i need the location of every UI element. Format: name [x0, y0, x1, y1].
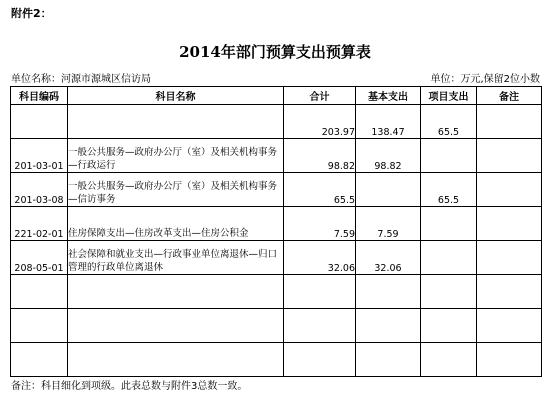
- table-row: [11, 309, 542, 343]
- cell-basic: [356, 173, 421, 207]
- cell-name: 一般公共服务—政府办公厅（室）及相关机构事务—信访事务: [68, 173, 284, 207]
- budget-table: [10, 86, 542, 377]
- cell-remark: [477, 139, 542, 173]
- table-row: [11, 275, 542, 309]
- unit-name: 单位名称：河源市源城区信访局: [11, 74, 151, 85]
- cell-total: [284, 275, 356, 309]
- cell-total: 98.82: [284, 139, 356, 173]
- cell-code: [11, 105, 68, 139]
- cell-code: [11, 309, 68, 343]
- cell-name: [68, 309, 284, 343]
- cell-basic: [356, 309, 421, 343]
- cell-basic: [356, 343, 421, 377]
- cell-remark: [477, 275, 542, 309]
- table-row: [11, 241, 542, 275]
- cell-basic: 138.47: [356, 105, 421, 139]
- cell-total: 203.97: [284, 105, 356, 139]
- header-basic: 基本支出: [356, 87, 421, 105]
- cell-remark: [477, 309, 542, 343]
- cell-remark: [477, 173, 542, 207]
- cell-project: [421, 309, 477, 343]
- cell-total: 7.59: [284, 207, 356, 241]
- header-project: 项目支出: [421, 87, 477, 105]
- table-row: [11, 105, 542, 139]
- cell-name: [68, 343, 284, 377]
- header-code: 科目编码: [11, 87, 68, 105]
- table-row: [11, 343, 542, 377]
- cell-total: [284, 309, 356, 343]
- cell-basic: 98.82: [356, 139, 421, 173]
- header-name: 科目名称: [68, 87, 284, 105]
- table-row: [11, 207, 542, 241]
- cell-code: 201-03-08: [11, 173, 68, 207]
- document-title: 2014年部门预算支出预算表: [179, 43, 371, 61]
- attachment-label: 附件2：: [11, 7, 52, 20]
- cell-total: 65.5: [284, 173, 356, 207]
- cell-basic: 7.59: [356, 207, 421, 241]
- cell-remark: [477, 241, 542, 275]
- unit-note: 单位：万元,保留2位小数: [430, 74, 540, 85]
- cell-total: [284, 343, 356, 377]
- table-row: [11, 139, 542, 173]
- header-remark: 备注: [477, 87, 542, 105]
- cell-name: 住房保障支出—住房改革支出—住房公积金: [68, 207, 284, 241]
- cell-name: [68, 105, 284, 139]
- cell-name: 一般公共服务—政府办公厅（室）及相关机构事务—行政运行: [68, 139, 284, 173]
- cell-project: 65.5: [421, 173, 477, 207]
- cell-project: [421, 275, 477, 309]
- cell-project: 65.5: [421, 105, 477, 139]
- header-total: 合计: [284, 87, 356, 105]
- cell-project: [421, 207, 477, 241]
- footnote: 备注：科目细化到项级。此表总数与附件3总数一致。: [11, 381, 248, 392]
- cell-total: 32.06: [284, 241, 356, 275]
- cell-project: [421, 139, 477, 173]
- cell-basic: [356, 275, 421, 309]
- cell-name: 社会保障和就业支出—行政事业单位离退休—归口管理的行政单位离退休: [68, 241, 284, 275]
- cell-remark: [477, 105, 542, 139]
- cell-basic: 32.06: [356, 241, 421, 275]
- cell-code: [11, 275, 68, 309]
- cell-project: [421, 241, 477, 275]
- cell-code: 221-02-01: [11, 207, 68, 241]
- cell-remark: [477, 207, 542, 241]
- cell-name: [68, 275, 284, 309]
- cell-code: [11, 343, 68, 377]
- cell-project: [421, 343, 477, 377]
- table-row: [11, 173, 542, 207]
- cell-code: 201-03-01: [11, 139, 68, 173]
- cell-code: 208-05-01: [11, 241, 68, 275]
- cell-remark: [477, 343, 542, 377]
- table-header-row: [11, 87, 542, 105]
